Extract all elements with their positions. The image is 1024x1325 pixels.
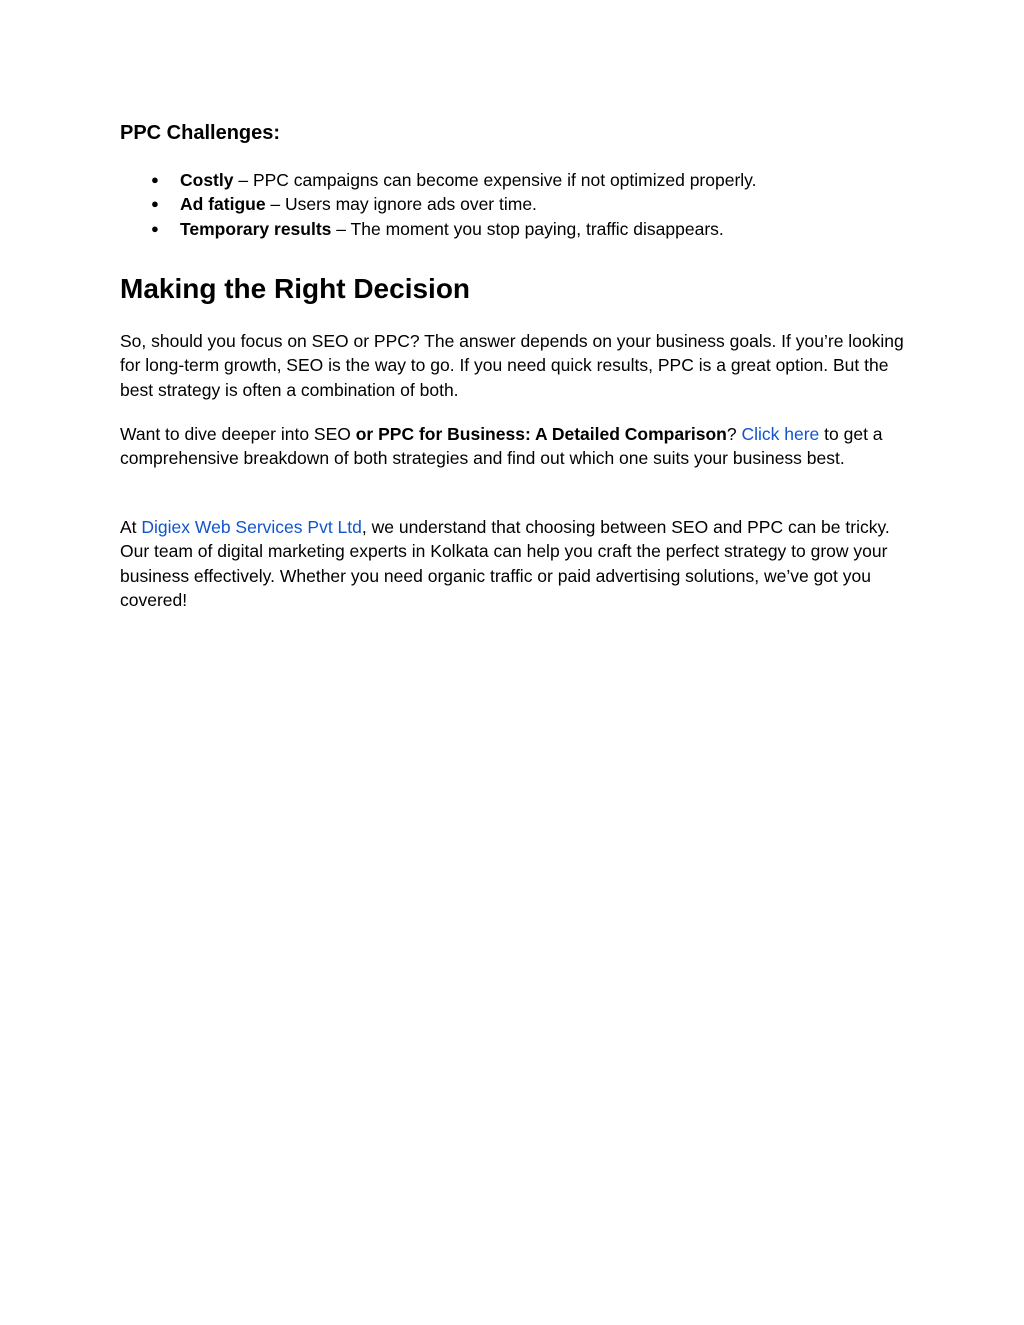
list-item-text: – PPC campaigns can become expensive if not optimized properly. (233, 170, 757, 190)
company-text-start: At (120, 517, 142, 537)
click-here-link[interactable]: Click here (741, 424, 820, 444)
decision-paragraph: So, should you focus on SEO or PPC? The answer depends on your business goals. If you’re looking for long-term growth, SEO is the way to go. If you need quick results, PPC is a great option. But the best strategy is often a combination of both. (120, 331, 904, 400)
decision-heading: Making the Right Decision (120, 273, 471, 304)
company-paragraph (120, 515, 910, 612)
list-item-term: Temporary results (180, 218, 332, 239)
list-item (120, 192, 910, 216)
list-item-text: – The moment you stop paying, traffic disappears. (331, 218, 724, 239)
company-link[interactable]: Digiex Web Services Pvt Ltd (141, 517, 362, 537)
bullet-icon: ● (151, 220, 159, 236)
comparison-text-end: to get a comprehensive breakdown of both strategies and find out which one suits your business best. (120, 424, 883, 469)
ppc-challenges-list (120, 168, 910, 241)
comparison-paragraph (120, 422, 910, 471)
list-item-term: Ad fatigue (180, 194, 266, 215)
company-text-end: , we understand that choosing between SEO and PPC can be tricky. Our team of digital marketing experts in Kolkata can help you craft the perfect strategy to grow your business effectively. Whether you need organic traffic or paid advertising solutions, we’ve got you covered! (120, 517, 890, 610)
list-item (120, 217, 910, 241)
bullet-icon: ● (151, 196, 159, 212)
bullet-icon: ● (151, 172, 159, 187)
comparison-text-start: Want to dive deeper into SEO (120, 424, 356, 444)
list-item-term: Costly (180, 170, 234, 190)
ppc-challenges-heading: PPC Challenges: (120, 122, 281, 144)
list-item (120, 168, 910, 192)
comparison-text-mid: ? (726, 424, 742, 444)
comparison-title: or PPC for Business: A Detailed Comparison (355, 424, 727, 444)
list-item-text: – Users may ignore ads over time. (265, 194, 537, 215)
